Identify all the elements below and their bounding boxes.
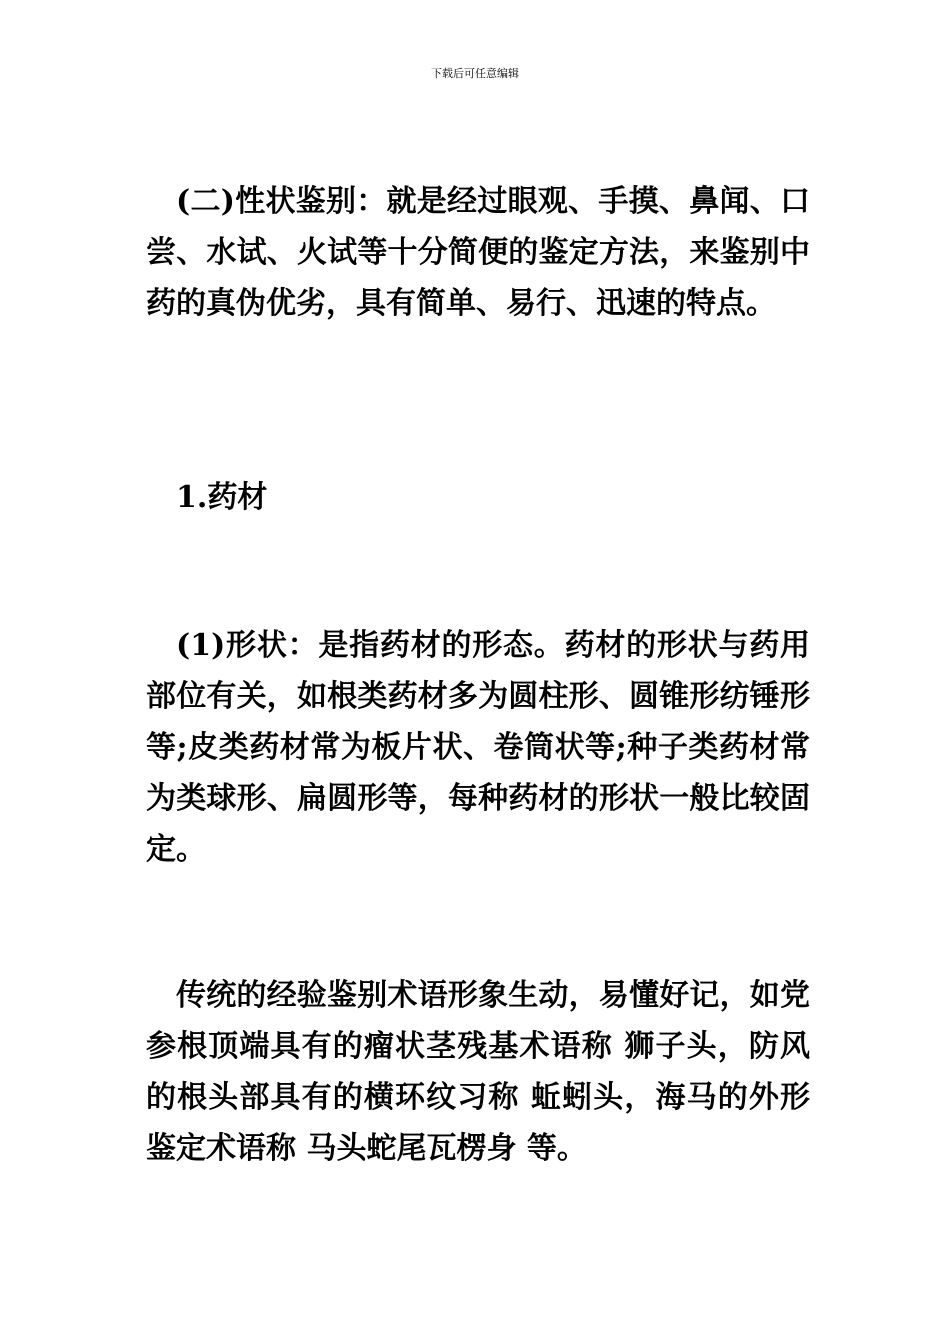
paragraph-shape: (1)形状：是指药材的形态。药材的形状与药用部位有关，如根类药材多为圆柱形、圆锥形纺锤形等;皮类药材常为板片状、卷筒状等;种子类药材常为类球形、扁圆形等，每种药材的形状一般比较固定。 [146, 628, 810, 867]
paragraph-traditional-terms: 传统的经验鉴别术语形象生动，易懂好记，如党参根顶端具有的瘤状茎残基术语称 狮子头，防风的根头部具有的横环纹习称 蚯蚓头，海马的外形鉴定术语称 马头蛇尾瓦楞身 等。 [146, 978, 810, 1166]
page-header: 下载后可任意编辑 [431, 67, 519, 80]
section-heading-medicinal-materials: 1.药材 [176, 480, 268, 515]
paragraph-character-identification: (二)性状鉴别：就是经过眼观、手摸、鼻闻、口尝、水试、火试等十分简便的鉴定方法，来鉴别中药的真伪优劣，具有简单、易行、迅速的特点。 [146, 184, 810, 321]
